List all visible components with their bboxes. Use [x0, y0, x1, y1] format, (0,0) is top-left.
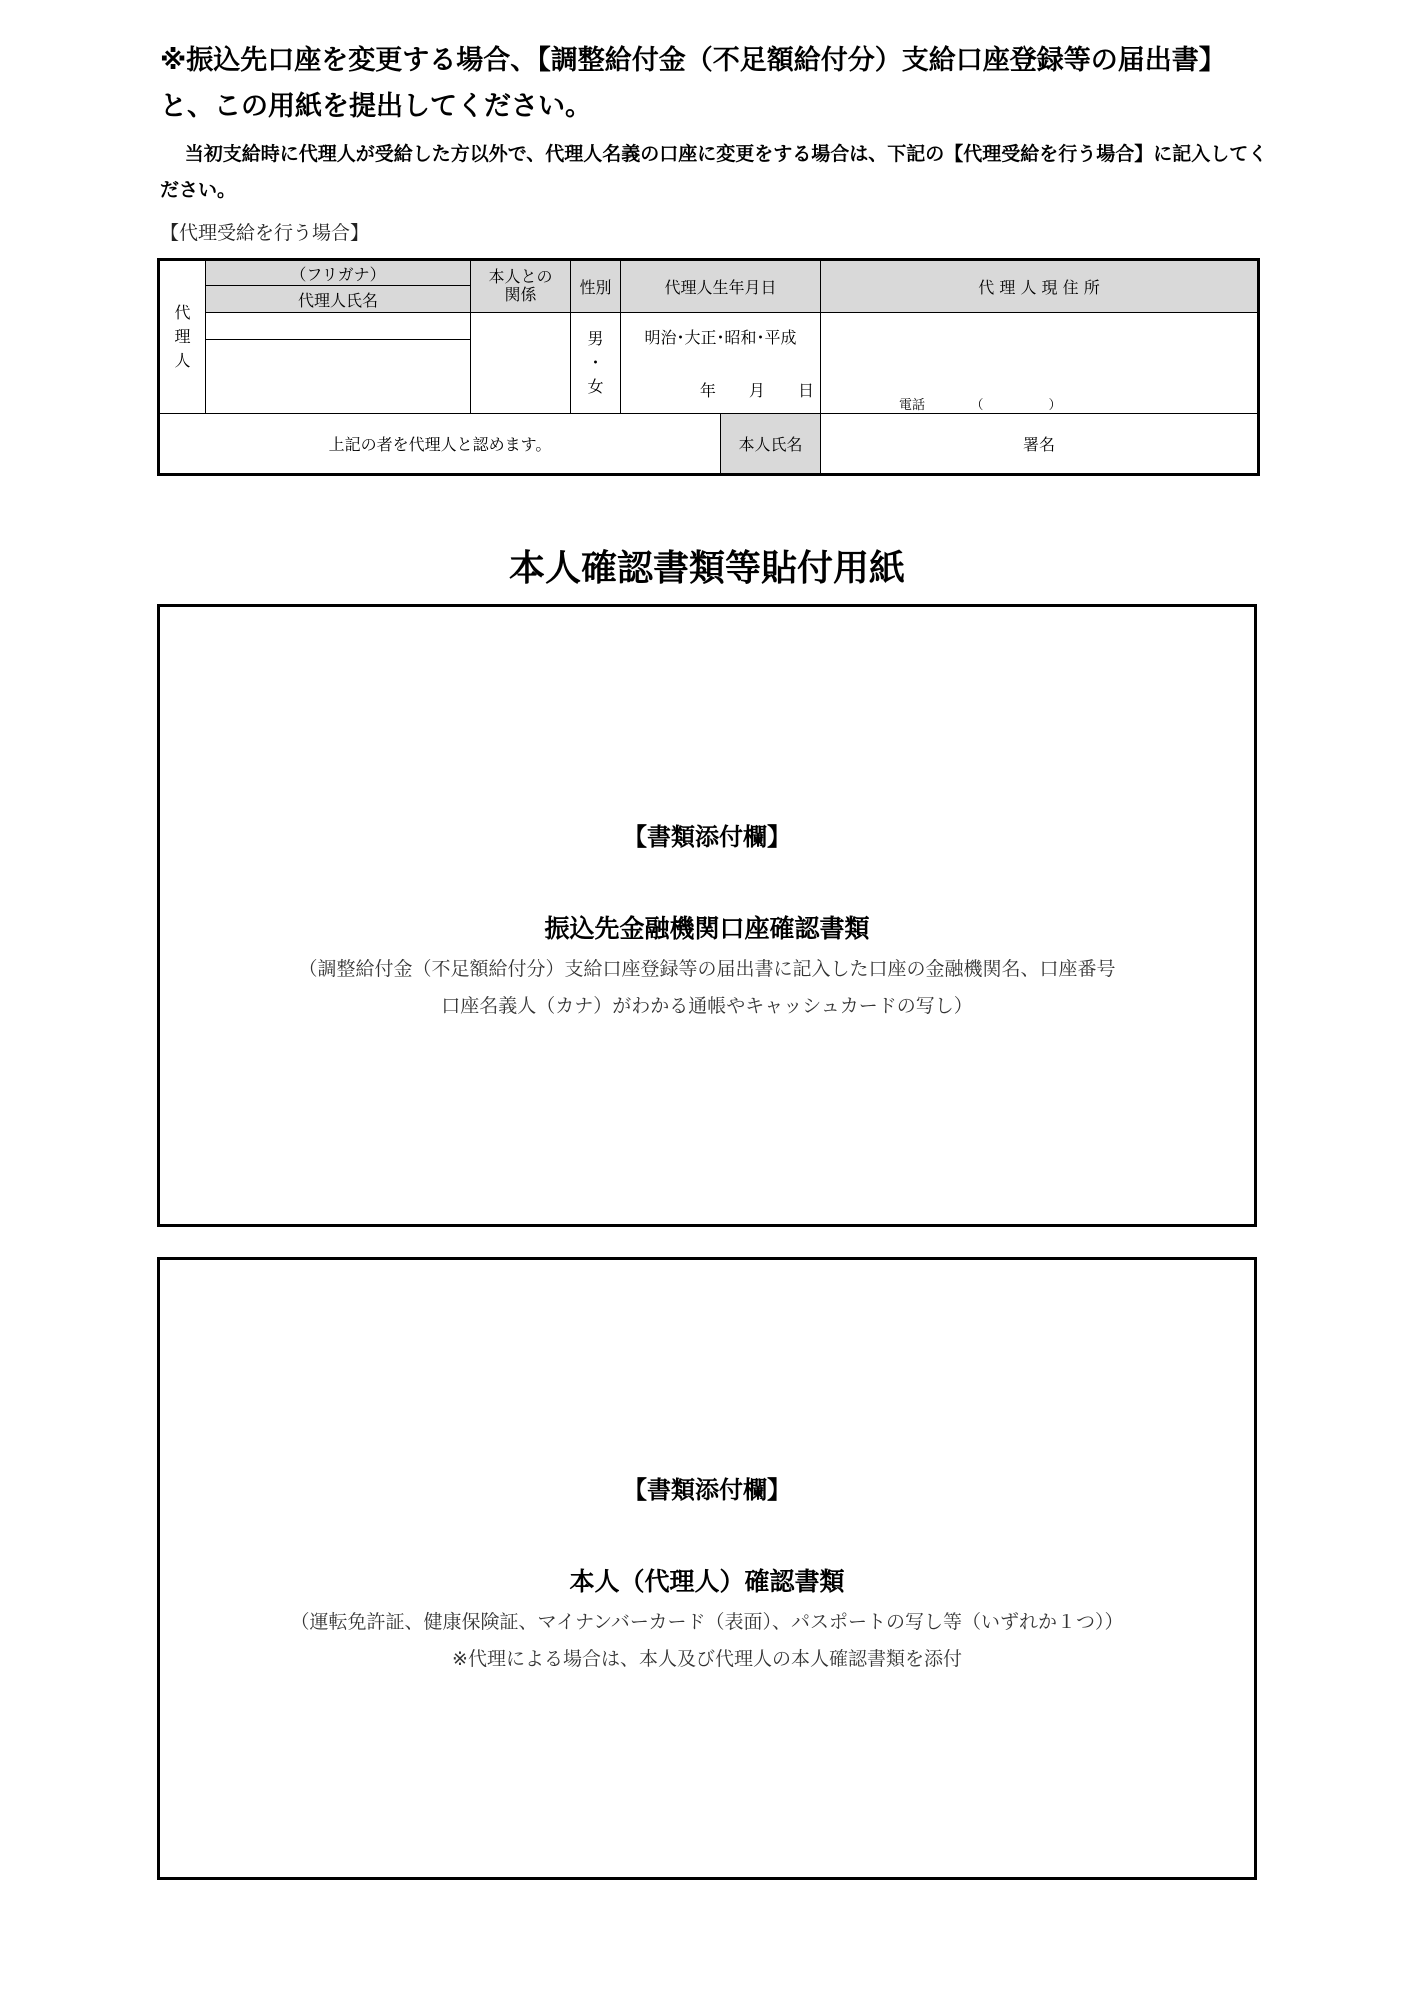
attach-box-note-line2: 口座名義人（カナ）がわかる通帳やキャッシュカードの写し）: [441, 995, 973, 1017]
proxy-name-field[interactable]: [206, 340, 471, 414]
year-month-day-label: 年 月 日: [699, 380, 815, 400]
gender-female-option[interactable]: 女: [587, 376, 604, 396]
birthdate-field[interactable]: [621, 312, 821, 413]
person-name-label: 本人氏名: [721, 414, 821, 475]
proxy-furigana-field[interactable]: [206, 312, 471, 339]
relation-header-line1: 本人との: [488, 267, 553, 287]
proxy-row-header-text: 代理人: [174, 303, 191, 371]
address-header: 代 理 人 現 住 所: [821, 260, 1259, 313]
proxy-row-header: [159, 260, 206, 414]
gender-separator: ・: [587, 352, 604, 372]
furigana-header: （フリガナ）: [206, 260, 471, 286]
era-options: 明治･大正･昭和･平成: [644, 327, 797, 347]
approval-statement: 上記の者を代理人と認めます。: [159, 414, 721, 475]
phone-label: 電話 （ ）: [899, 398, 1062, 414]
id-document-attach-box[interactable]: [157, 1257, 1257, 1880]
relation-field[interactable]: [471, 312, 571, 413]
attach-box-heading: 本人（代理人）確認書類: [569, 1567, 845, 1596]
proxy-section-label: 【代理受給を行う場合】: [160, 222, 370, 244]
attach-box-note-line2: ※代理による場合は、本人及び代理人の本人確認書類を添付: [452, 1648, 962, 1670]
proxy-name-header: 代理人氏名: [206, 286, 471, 312]
attach-box-note-line1: （調整給付金（不足額給付分）支給口座登録等の届出書に記入した口座の金融機関名、口座番号: [298, 958, 1116, 980]
gender-male-option[interactable]: 男: [587, 328, 604, 348]
attach-box-label: 【書類添付欄】: [623, 823, 791, 851]
attach-box-label: 【書類添付欄】: [623, 1476, 791, 1504]
relation-header-line2: 関係: [504, 285, 537, 305]
gender-field[interactable]: [571, 312, 621, 413]
signature-field[interactable]: [821, 414, 1259, 475]
attach-box-note-line1: （運転免許証、健康保険証、マイナンバーカード（表面）、パスポートの写し等（いずれか１つ））: [290, 1611, 1124, 1633]
attach-box-heading: 振込先金融機関口座確認書類: [544, 914, 870, 943]
page-title: 本人確認書類等貼付用紙: [508, 548, 905, 589]
relation-header: [471, 260, 571, 313]
bank-document-attach-box[interactable]: [157, 604, 1257, 1227]
gender-header: 性別: [571, 260, 621, 313]
birthdate-header: 代理人生年月日: [621, 260, 821, 313]
change-account-notice: ※振込先口座を変更する場合、【調整給付金（不足額給付分）支給口座登録等の届出書】と、この用紙を提出してください。: [160, 45, 1226, 122]
signature-label: 署名: [1023, 435, 1056, 455]
address-field[interactable]: [821, 312, 1259, 413]
proxy-instruction: 当初支給時に代理人が受給した方以外で、代理人名義の口座に変更をする場合は、下記の【代理受給を行う場合】に記入してください。: [160, 143, 1268, 201]
proxy-info-table: [157, 258, 1260, 476]
